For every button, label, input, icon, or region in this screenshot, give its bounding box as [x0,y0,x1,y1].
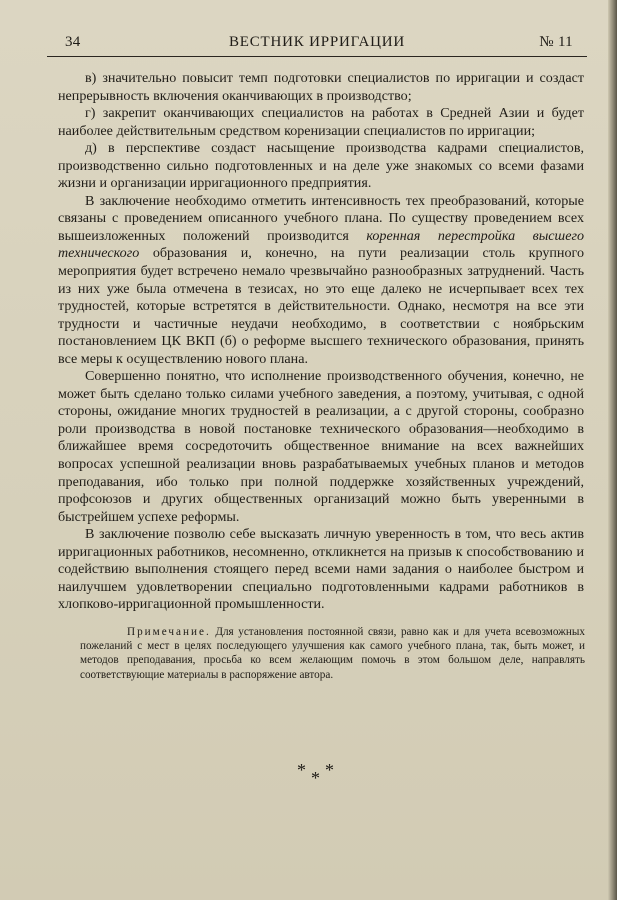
paragraph-conclusion-intensity [58,193,584,368]
asterisk-left: * [297,760,306,780]
asterism-separator [0,760,617,790]
paragraph-point-d: д) в перспективе создаст насыщение производства кадрами специалистов, производственно сильно подготовленных и на деле уже знакомых со всеми фазами жизни и организации ирригационного предприятия. [58,140,584,192]
paragraph-final-conclusion: В заключение позволю себе высказать личную уверенность в том, что весь актив ирригационных работников, несомненно, откликнется на призыв к способствованию и содействию выполнения стоящего перед всеми нами задания о наиболее быстром и наилучшем удовлетворении специально подготовленными кадрами работников в хлопково-ирригационной промышленности. [58,526,584,613]
footnote-label: Примечание. [127,626,211,638]
paragraph-point-v: в) значительно повысит темп подготовки специалистов по ирригации и создаст непрерывность включения оканчивающих в производство; [58,70,584,104]
paragraph-point-g: г) закрепит оканчивающих специалистов на работах в Средней Азии и будет наиболее действительным средством коренизации специалистов по ирригации; [58,105,584,139]
paragraph-text: В заключение необходимо отметить интенсивность тех преобразований, которые связаны с проведением описанного учебного плана. По существу проведением всех вышеизложенных положений производится [58,192,584,244]
article-body [58,70,584,614]
footnote-paragraph [80,625,585,682]
asterisk-right: * [325,760,334,780]
footnote [80,625,585,682]
running-header [47,34,587,57]
paragraph-text: образования и, конечно, на пути реализации столь крупного мероприятия будет встречено немало чрезвычайно разнообразных затруднений. Часть из них уже была отмечена в тезисах, но это еще далеко не исчерпывает всех тех трудностей, которые встретятся в действительности. Однако, несмотря на все эти трудности и частичные неудачи необходимо, в соответствии с ноябрьским постановлением ЦК ВКП (б) о реформе высшего технического образования, принять все меры к осуществлению нового плана. [58,245,584,367]
journal-title: ВЕСТНИК ИРРИГАЦИИ [228,34,406,50]
footnote-text: Для установления постоянной связи, равно как и для учета всевозможных пожеланий с мест в целях последующего улучшения как самого учебного плана, так, быть может, и методов преподавания, просьба ко всем желающим помочь в этом большом деле, направлять соответствующие материалы в распоряжение автора. [80,626,585,681]
page-number: 34 [65,34,81,50]
asterisk-center: * [311,768,320,788]
issue-number: № 11 [539,34,573,50]
paragraph-production-training: Совершенно понятно, что исполнение производственного обучения, конечно, не может быть сделано только силами учебного заведения, а поэтому, учитывая, с одной стороны, ожидание многих трудностей в реализации, а с другой стороны, сообразно роли производства в новой постановке технического образования—необходимо в ближайшее время сосредоточить общественное внимание на всех важнейших вопросах успешной реализации вновь разрабатываемых учебных планов и методов преподавания, ибо только при полной поддержке хозяйственных учреждений, профсоюзов и других общественных организаций можно быть уверенными в быстрейшем успехе реформы. [58,368,584,525]
emphasized-phrase: коренная перестройка высшего технического [58,227,584,262]
